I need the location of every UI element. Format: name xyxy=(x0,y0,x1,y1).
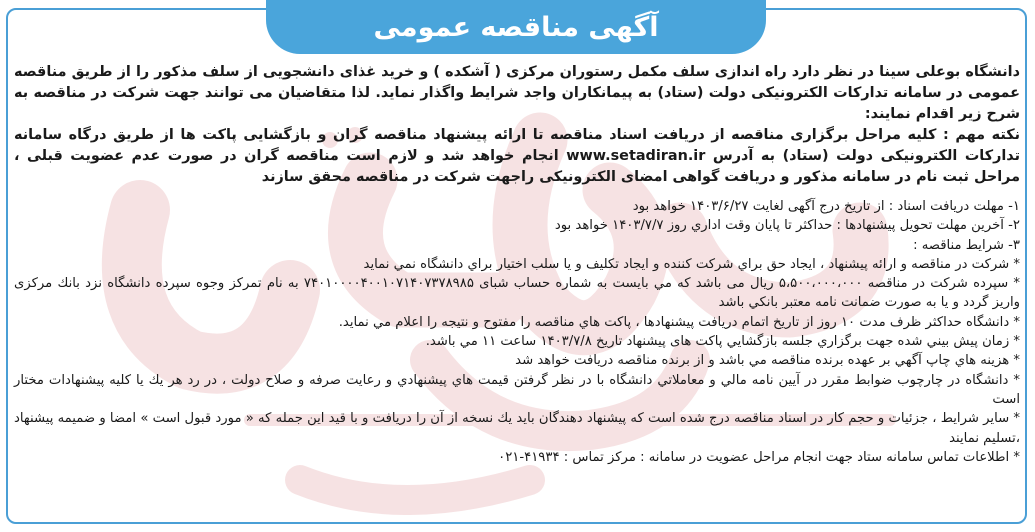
condition-item: * دانشگاه حداکثر ظرف مدت ۱۰ روز از تاریخ اتمام دریافت پیشنهادها ، پاکت هاي مناقصه را مفتوح و نتیجه را اعلام مي نماید. xyxy=(338,314,1020,330)
setadiran-link[interactable]: www.setadiran.ir xyxy=(566,148,706,164)
deadline-documents: ۱- مهلت دریافت اسناد : از تاریخ درج آگهی لغایت ۱۴۰۳/۶/۲۷ خواهد بود xyxy=(632,199,1020,214)
condition-item: * شرکت در مناقصه و ارائه پیشنهاد ، ایجاد حق براي شرکت کننده و ایجاد تکلیف و یا سلب اختیار براي دانشگاه نمي نماید xyxy=(363,256,1020,272)
condition-item: * زمان پیش بیني شده جهت برگزاري جلسه بازگشایي پاکت های پیشنهاد تاریخ ۱۴۰۳/۷/۸ ساعت ۱۱ مي باشد. xyxy=(425,334,1020,350)
deadline-proposals: ۲- آخرین مهلت تحویل پیشنهادها : حداکثر تا پایان وقت اداري روز ۱۴۰۳/۷/۷ خواهد بود xyxy=(554,218,1020,234)
important-note-continued: انجام خواهد شد و لازم است مناقصه گران در صورت عدم عضویت قبلی ، مراحل ثبت نام در سامانه مذکور و دریافت گواهی امضای الکترونیکی راجهت شرکت در مناقصه محقق سازند xyxy=(14,148,1020,185)
intro-block xyxy=(14,62,1020,188)
conditions-heading: ۳- شرایط مناقصه : xyxy=(913,237,1020,253)
contact-info: * اطلاعات تماس سامانه ستاد جهت انجام مراحل عضویت در سامانه : مرکز تماس : ۴۱۹۳۴-۰۲۱ xyxy=(498,449,1020,465)
condition-item: * دانشگاه در چارچوب ضوابط مقرر در آیین نامه مالي و معاملاتي دانشگاه با در نظر گرفتن قیمت هاي پیشنهادي و رعایت صرفه و صلاح دولت ، در رد هر یك یا کلیه پیشنهادات مختار است xyxy=(14,372,1020,407)
condition-item: * سایر شرایط ، جزئیات و حجم کار در اسناد مناقصه درج شده است که پیشنهاد دهندگان باید یك نسخه از آن را دریافت و با قید این جمله که « مورد قبول است » امضا و ضمیمه پیشنهاد ،تسلیم نمایند xyxy=(14,411,1020,446)
title-banner xyxy=(266,0,766,54)
condition-item: * هزینه هاي چاپ آگهي بر عهده برنده مناقصه مي باشد و از برنده مناقصه دریافت خواهد شد xyxy=(515,353,1020,369)
condition-item: * سپرده شرکت در مناقصه ۵،۵۰۰،۰۰۰،۰۰۰ ریال می باشد که مي بایست به شماره حساب شبای ۷۴۰۱۰۰۰۰۴۰۰۱۰۷۱۴۰۷۳۷۸۹۸۵ به نام تمرکز وجوه سپرده دانشگاه نزد بانك مرکزی واریز گردد و یا به صورت ضمانت نامه معتبر بانکي باشد xyxy=(14,276,1021,311)
notice-body xyxy=(14,62,1020,467)
important-note: نکته مهم : کلیه مراحل برگزاری مناقصه از دریافت اسناد مناقصه تا ارائه پیشنهاد مناقصه گران و بازگشایی پاکت ها از طریق درگاه سامانه تدارکات الکترونیکی دولت (ستاد) به آدرس xyxy=(14,127,1021,164)
intro-paragraph: دانشگاه بوعلی سینا در نظر دارد راه اندازی سلف مکمل رستوران مرکزی ( آشکده ) و خرید غذای دانشجویی از سلف مذکور را از طریق مناقصه عمومی در سامانه تدارکات الکترونیکی دولت (ستاد) به پیمانکاران واجد شرایط واگذار نماید. لذا متقاضیان می توانند جهت شرکت در مناقصه به شرح زیر اقدام نمایند: xyxy=(14,64,1020,122)
page-title: آگهی مناقصه عمومی xyxy=(373,11,659,43)
